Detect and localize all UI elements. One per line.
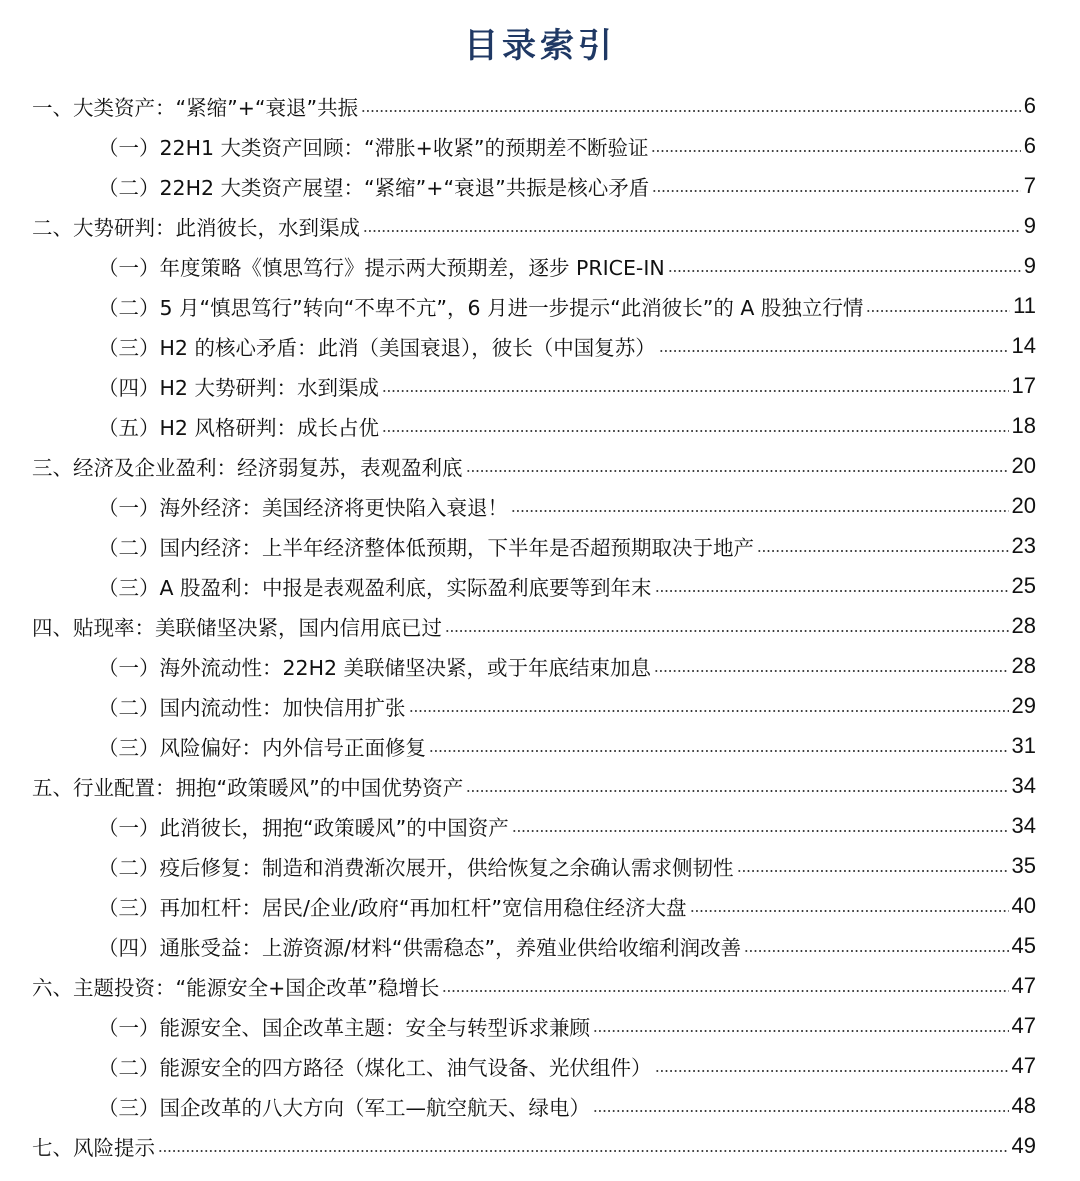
toc-subsection-entry[interactable] xyxy=(0,246,1080,286)
toc-page-number: 9 xyxy=(1023,253,1036,278)
toc-subsection-entry[interactable] xyxy=(0,286,1080,326)
toc-section-entry[interactable] xyxy=(0,86,1080,126)
dot-leader xyxy=(442,990,1008,992)
toc-subsection-entry[interactable] xyxy=(0,1046,1080,1086)
toc-page-number: 29 xyxy=(1011,693,1036,718)
dot-leader xyxy=(757,550,1009,552)
toc-entry-title: （三）风险偏好：内外信号正面修复 xyxy=(98,736,426,760)
toc-subsection-entry[interactable] xyxy=(0,886,1080,926)
dot-leader xyxy=(655,590,1009,592)
toc-subsection-entry[interactable] xyxy=(0,326,1080,366)
dot-leader xyxy=(409,710,1009,712)
toc-entry-title: 六、主题投资：“能源安全+国企改革”稳增长 xyxy=(32,976,440,1000)
toc-entry-title: （二）能源安全的四方路径（煤化工、油气设备、光伏组件） xyxy=(98,1056,652,1080)
toc-page-number: 28 xyxy=(1011,653,1036,678)
toc-entry-title: （三）H2 的核心矛盾：此消（美国衰退），彼长（中国复苏） xyxy=(98,336,656,360)
toc-page-number: 6 xyxy=(1023,133,1036,158)
dot-leader xyxy=(512,830,1009,832)
dot-leader xyxy=(655,1070,1009,1072)
toc-page-number: 6 xyxy=(1023,93,1036,118)
dot-leader xyxy=(382,430,1009,432)
toc-subsection-entry[interactable] xyxy=(0,406,1080,446)
toc-entry-title: （一）此消彼长，拥抱“政策暖风”的中国资产 xyxy=(98,816,509,840)
toc-section-entry[interactable] xyxy=(0,206,1080,246)
toc-entry-title: （一）年度策略《慎思笃行》提示两大预期差，逐步 PRICE-IN xyxy=(98,256,665,280)
toc-page-number: 14 xyxy=(1011,333,1036,358)
toc-entry-title: （三）国企改革的八大方向（军工—航空航天、绿电） xyxy=(98,1096,590,1120)
toc-entry-title: 四、贴现率：美联储坚决紧，国内信用底已过 xyxy=(32,616,442,640)
toc-subsection-entry[interactable] xyxy=(0,1086,1080,1126)
toc-entry-title: 七、风险提示 xyxy=(32,1136,155,1160)
toc-page-number: 47 xyxy=(1011,1053,1036,1078)
toc-entry-title: 五、行业配置：拥抱“政策暖风”的中国优势资产 xyxy=(32,776,464,800)
toc-subsection-entry[interactable] xyxy=(0,926,1080,966)
toc-subsection-entry[interactable] xyxy=(0,166,1080,206)
dot-leader xyxy=(593,1110,1009,1112)
toc-subsection-entry[interactable] xyxy=(0,1006,1080,1046)
toc-subsection-entry[interactable] xyxy=(0,526,1080,566)
toc-entry-title: （四）通胀受益：上游资源/材料“供需稳态”，养殖业供给收缩利润改善 xyxy=(98,936,742,960)
toc-subsection-entry[interactable] xyxy=(0,566,1080,606)
toc-page-number: 9 xyxy=(1023,213,1036,238)
toc-section-entry[interactable] xyxy=(0,766,1080,806)
toc-page-number: 47 xyxy=(1011,973,1036,998)
toc-entry-title: （一）能源安全、国企改革主题：安全与转型诉求兼顾 xyxy=(98,1016,590,1040)
toc-entry-title: （三）再加杠杆：居民/企业/政府“再加杠杆”宽信用稳住经济大盘 xyxy=(98,896,687,920)
toc-entry-title: 二、大势研判：此消彼长，水到渠成 xyxy=(32,216,360,240)
dot-leader xyxy=(429,750,1009,752)
toc-page-number: 20 xyxy=(1011,453,1036,478)
dot-leader xyxy=(651,150,1020,152)
dot-leader xyxy=(690,910,1009,912)
toc-page-number: 23 xyxy=(1011,533,1036,558)
dot-leader xyxy=(445,630,1009,632)
toc-page-number: 17 xyxy=(1011,373,1036,398)
toc-page-number: 25 xyxy=(1011,573,1036,598)
dot-leader xyxy=(744,950,1008,952)
toc-entry-title: （四）H2 大势研判：水到渠成 xyxy=(98,376,379,400)
dot-leader xyxy=(511,510,1009,512)
toc-subsection-entry[interactable] xyxy=(0,126,1080,166)
dot-leader xyxy=(361,110,1021,112)
toc-page-number: 11 xyxy=(1013,293,1036,318)
toc-subsection-entry[interactable] xyxy=(0,366,1080,406)
toc-page-number: 7 xyxy=(1023,173,1036,198)
dot-leader xyxy=(466,790,1008,792)
toc-entry-title: （二）22H2 大类资产展望：“紧缩”+“衰退”共振是核心矛盾 xyxy=(98,176,650,200)
toc-page-number: 34 xyxy=(1011,813,1036,838)
toc-section-entry[interactable] xyxy=(0,606,1080,646)
dot-leader xyxy=(158,1150,1009,1152)
toc-section-entry[interactable] xyxy=(0,966,1080,1006)
dot-leader xyxy=(659,350,1009,352)
toc-page-number: 40 xyxy=(1011,893,1036,918)
dot-leader xyxy=(382,390,1009,392)
toc-section-entry[interactable] xyxy=(0,1126,1080,1166)
toc-page-number: 45 xyxy=(1011,933,1036,958)
toc-subsection-entry[interactable] xyxy=(0,726,1080,766)
toc-page-number: 31 xyxy=(1011,733,1036,758)
toc-entry-title: 三、经济及企业盈利：经济弱复苏，表观盈利底 xyxy=(32,456,463,480)
toc-entry-title: （二）国内流动性：加快信用扩张 xyxy=(98,696,406,720)
toc-entry-title: （二）5 月“慎思笃行”转向“不卑不亢”，6 月进一步提示“此消彼长”的 A 股独立行情 xyxy=(98,296,864,320)
dot-leader xyxy=(668,270,1021,272)
toc-page-number: 20 xyxy=(1011,493,1036,518)
toc-page-number: 34 xyxy=(1011,773,1036,798)
dot-leader xyxy=(652,190,1021,192)
toc-section-entry[interactable] xyxy=(0,446,1080,486)
dot-leader xyxy=(654,670,1008,672)
dot-leader xyxy=(593,1030,1009,1032)
dot-leader xyxy=(466,470,1009,472)
dot-leader xyxy=(363,230,1021,232)
toc-list xyxy=(0,86,1080,1166)
toc-page-number: 28 xyxy=(1011,613,1036,638)
toc-page-number: 48 xyxy=(1011,1093,1036,1118)
toc-subsection-entry[interactable] xyxy=(0,806,1080,846)
toc-page-number: 47 xyxy=(1011,1013,1036,1038)
toc-entry-title: （一）海外流动性：22H2 美联储坚决紧，或于年底结束加息 xyxy=(98,656,652,680)
toc-entry-title: 一、大类资产：“紧缩”+“衰退”共振 xyxy=(32,96,359,120)
toc-entry-title: （一）22H1 大类资产回顾：“滞胀+收紧”的预期差不断验证 xyxy=(98,136,649,160)
toc-entry-title: （一）海外经济：美国经济将更快陷入衰退！ xyxy=(98,496,508,520)
page-title: 目录索引 xyxy=(464,26,616,66)
toc-subsection-entry[interactable] xyxy=(0,686,1080,726)
toc-subsection-entry[interactable] xyxy=(0,646,1080,686)
toc-page-number: 35 xyxy=(1011,853,1036,878)
toc-entry-title: （二）国内经济：上半年经济整体低预期，下半年是否超预期取决于地产 xyxy=(98,536,754,560)
dot-leader xyxy=(866,310,1010,312)
toc-page-number: 18 xyxy=(1011,413,1036,438)
toc-entry-title: （五）H2 风格研判：成长占优 xyxy=(98,416,379,440)
toc-subsection-entry[interactable] xyxy=(0,486,1080,526)
toc-subsection-entry[interactable] xyxy=(0,846,1080,886)
dot-leader xyxy=(737,870,1009,872)
toc-entry-title: （三）A 股盈利：中报是表观盈利底，实际盈利底要等到年末 xyxy=(98,576,652,600)
toc-page-number: 49 xyxy=(1011,1133,1036,1158)
toc-entry-title: （二）疫后修复：制造和消费渐次展开，供给恢复之余确认需求侧韧性 xyxy=(98,856,734,880)
